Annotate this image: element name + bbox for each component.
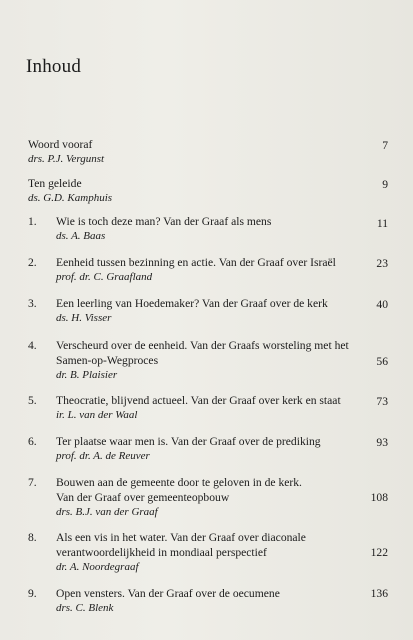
chapter-number: 8. xyxy=(28,531,37,544)
chapter-number: 9. xyxy=(28,587,37,600)
chapter-number: 7. xyxy=(28,476,37,489)
chapter-page-number: 23 xyxy=(376,257,388,270)
chapter-page-number: 136 xyxy=(370,587,388,600)
chapter-title: Open vensters. Van der Graaf over de oecumene xyxy=(56,587,280,600)
entry-title: Woord vooraf xyxy=(28,138,93,151)
chapter-title: Wie is toch deze man? Van der Graaf als mens xyxy=(56,215,272,228)
chapter-page-number: 40 xyxy=(376,298,388,311)
chapter-page-number: 122 xyxy=(370,546,388,559)
entry-author: drs. P.J. Vergunst xyxy=(28,153,105,165)
chapter-page-number: 73 xyxy=(376,395,388,408)
chapter-author: prof. dr. A. de Reuver xyxy=(56,450,150,462)
entry-page-number: 7 xyxy=(382,139,388,152)
chapter-number: 2. xyxy=(28,256,37,269)
page-title: Inhoud xyxy=(26,56,82,77)
chapter-page-number: 93 xyxy=(376,436,388,449)
chapter-author: dr. A. Noordegraaf xyxy=(56,561,139,573)
chapter-title: Theocratie, blijvend actueel. Van der Graaf over kerk en staat xyxy=(56,394,341,407)
chapter-title: Verscheurd over de eenheid. Van der Graafs worsteling met het xyxy=(56,339,349,352)
chapter-author: drs. C. Blenk xyxy=(56,602,114,614)
chapter-title: Ter plaatse waar men is. Van der Graaf over de prediking xyxy=(56,435,321,448)
chapter-author: ds. H. Visser xyxy=(56,312,112,324)
chapter-number: 6. xyxy=(28,435,37,448)
chapter-page-number: 11 xyxy=(376,217,388,230)
chapter-title: Een leerling van Hoedemaker? Van der Graaf over de kerk xyxy=(56,297,328,310)
chapter-number: 5. xyxy=(28,394,37,407)
chapter-number: 3. xyxy=(28,297,37,310)
entry-title: Ten geleide xyxy=(28,177,82,190)
chapter-number: 4. xyxy=(28,339,37,352)
chapter-author: dr. B. Plaisier xyxy=(56,369,118,381)
entry-page-number: 9 xyxy=(382,178,388,191)
chapter-page-number: 108 xyxy=(370,491,388,504)
chapter-author: ir. L. van der Waal xyxy=(56,409,138,421)
chapter-title-continued: verantwoordelijkheid in mondiaal perspectief xyxy=(56,546,267,559)
chapter-number: 1. xyxy=(28,215,37,228)
chapter-page-number: 56 xyxy=(376,355,388,368)
chapter-author: ds. A. Baas xyxy=(56,230,106,242)
chapter-title: Bouwen aan de gemeente door te geloven in de kerk. xyxy=(56,476,302,489)
chapter-title: Eenheid tussen bezinning en actie. Van der Graaf over Israël xyxy=(56,256,336,269)
chapter-title: Als een vis in het water. Van der Graaf over diaconale xyxy=(56,531,306,544)
chapter-author: drs. B.J. van der Graaf xyxy=(56,506,158,518)
chapter-title-continued: Van der Graaf over gemeenteopbouw xyxy=(56,491,230,504)
entry-author: ds. G.D. Kamphuis xyxy=(28,192,113,204)
chapter-title-continued: Samen-op-Wegproces xyxy=(56,354,159,367)
chapter-author: prof. dr. C. Graafland xyxy=(56,271,153,283)
